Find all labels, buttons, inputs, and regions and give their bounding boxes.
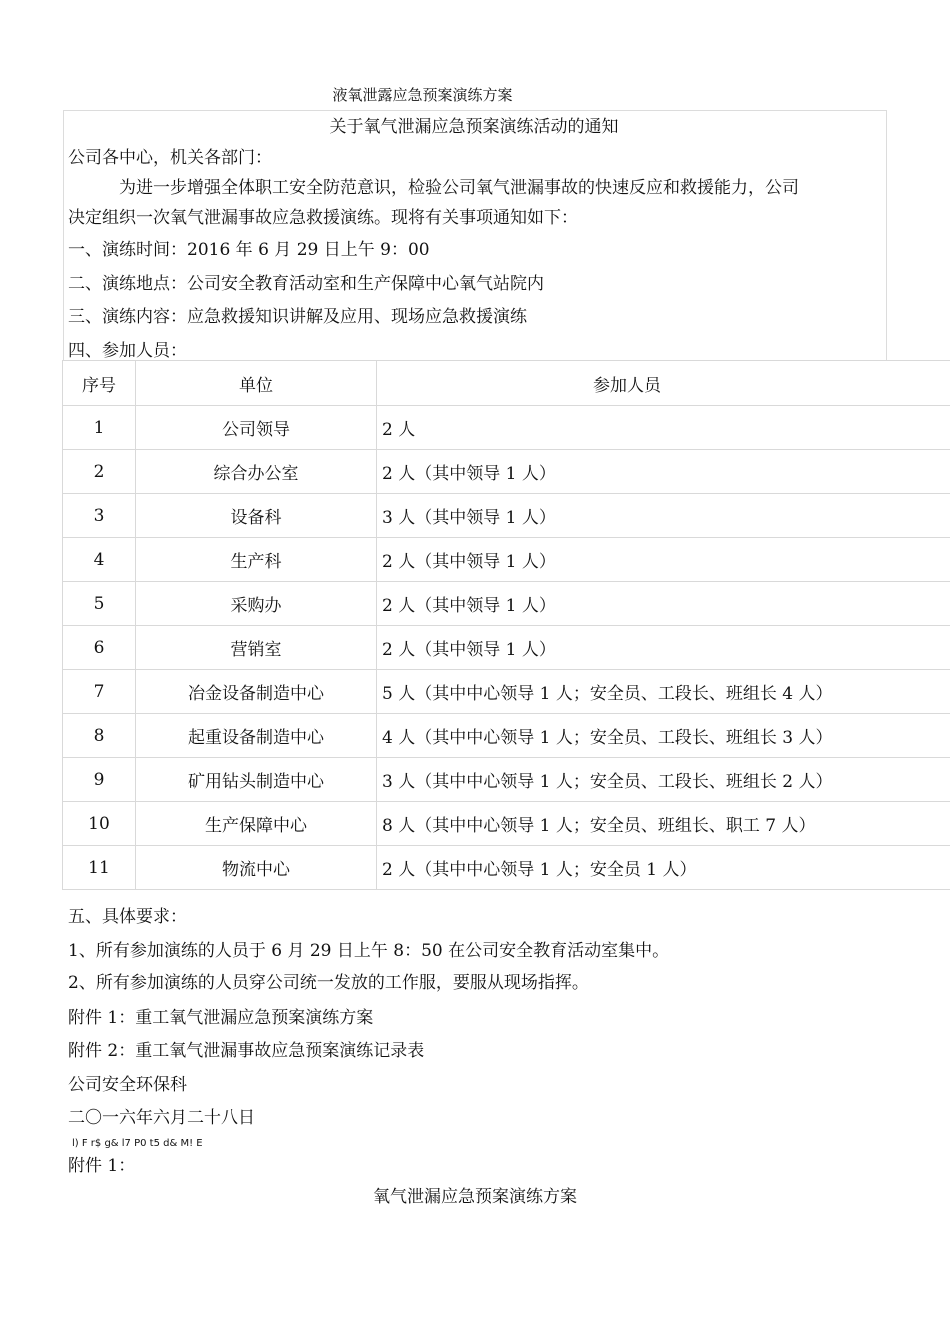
cell-serial: 7 bbox=[63, 670, 136, 714]
cell-unit: 冶金设备制造中心 bbox=[136, 670, 377, 714]
plan-title: 氧气泄漏应急预案演练方案 bbox=[373, 1187, 577, 1207]
attachment-label: 附件 1： bbox=[68, 1156, 136, 1176]
cell-serial: 10 bbox=[63, 802, 136, 846]
document-header-title: 液氧泄露应急预案演练方案 bbox=[332, 86, 513, 104]
requirement-item-2: 2、所有参加演练的人员穿公司统一发放的工作服，要服从现场指挥。 bbox=[68, 973, 589, 993]
cell-unit: 营销室 bbox=[136, 626, 377, 670]
cell-unit: 设备科 bbox=[136, 494, 377, 538]
cell-participants: 5 人（其中中心领导 1 人；安全员、工段长、班组长 4 人） bbox=[377, 670, 950, 714]
table-row bbox=[63, 626, 950, 670]
cell-unit: 矿用钻头制造中心 bbox=[136, 758, 377, 802]
drill-place: 二、演练地点：公司安全教育活动室和生产保障中心氧气站院内 bbox=[68, 274, 544, 294]
requirement-item-1: 1、所有参加演练的人员于 6 月 29 日上午 8：50 在公司安全教育活动室集中。 bbox=[68, 941, 670, 961]
table-row bbox=[63, 670, 950, 714]
cell-unit: 物流中心 bbox=[136, 846, 377, 890]
cell-unit: 起重设备制造中心 bbox=[136, 714, 377, 758]
intro-paragraph-line-1: 为进一步增强全体职工安全防范意识，检验公司氧气泄漏事故的快速反应和救援能力，公司 bbox=[119, 178, 799, 198]
cell-serial: 8 bbox=[63, 714, 136, 758]
participants-table bbox=[62, 360, 950, 890]
cell-unit: 生产保障中心 bbox=[136, 802, 377, 846]
cell-participants: 3 人（其中领导 1 人） bbox=[377, 494, 950, 538]
cell-serial: 9 bbox=[63, 758, 136, 802]
header-participants: 参加人员 bbox=[377, 361, 950, 406]
cell-serial: 5 bbox=[63, 582, 136, 626]
issue-date: 二〇一六年六月二十八日 bbox=[68, 1108, 255, 1128]
cell-serial: 1 bbox=[63, 406, 136, 450]
cell-serial: 6 bbox=[63, 626, 136, 670]
header-serial: 序号 bbox=[63, 361, 136, 406]
salutation: 公司各中心，机关各部门： bbox=[68, 148, 272, 168]
table-header-row bbox=[63, 361, 950, 406]
garbled-text: l) F r$ g& l7 P0 t5 d& M! E bbox=[72, 1138, 203, 1149]
cell-serial: 11 bbox=[63, 846, 136, 890]
participants-heading: 四、参加人员： bbox=[68, 341, 187, 361]
table-row bbox=[63, 450, 950, 494]
cell-participants: 2 人（其中领导 1 人） bbox=[377, 450, 950, 494]
issuer: 公司安全环保科 bbox=[68, 1075, 187, 1095]
table-row bbox=[63, 714, 950, 758]
table-row bbox=[63, 802, 950, 846]
cell-participants: 8 人（其中中心领导 1 人；安全员、班组长、职工 7 人） bbox=[377, 802, 950, 846]
table-row bbox=[63, 494, 950, 538]
drill-content: 三、演练内容：应急救援知识讲解及应用、现场应急救援演练 bbox=[68, 307, 527, 327]
header-unit: 单位 bbox=[136, 361, 377, 406]
drill-time: 一、演练时间：2016 年 6 月 29 日上午 9：00 bbox=[68, 240, 430, 260]
cell-participants: 3 人（其中中心领导 1 人；安全员、工段长、班组长 2 人） bbox=[377, 758, 950, 802]
notice-title: 关于氧气泄漏应急预案演练活动的通知 bbox=[329, 117, 619, 137]
cell-unit: 综合办公室 bbox=[136, 450, 377, 494]
table-row bbox=[63, 538, 950, 582]
cell-unit: 采购办 bbox=[136, 582, 377, 626]
cell-participants: 2 人 bbox=[377, 406, 950, 450]
intro-paragraph-line-2: 决定组织一次氧气泄漏事故应急救援演练。现将有关事项通知如下： bbox=[68, 208, 578, 228]
attachment-1: 附件 1：重工氧气泄漏应急预案演练方案 bbox=[68, 1008, 374, 1028]
cell-serial: 4 bbox=[63, 538, 136, 582]
table-row bbox=[63, 582, 950, 626]
table-row bbox=[63, 758, 950, 802]
cell-participants: 4 人（其中中心领导 1 人；安全员、工段长、班组长 3 人） bbox=[377, 714, 950, 758]
requirements-heading: 五、具体要求： bbox=[68, 907, 187, 927]
table-row bbox=[63, 846, 950, 890]
cell-unit: 公司领导 bbox=[136, 406, 377, 450]
cell-participants: 2 人（其中领导 1 人） bbox=[377, 538, 950, 582]
cell-serial: 2 bbox=[63, 450, 136, 494]
table-row bbox=[63, 406, 950, 450]
attachment-2: 附件 2：重工氧气泄漏事故应急预案演练记录表 bbox=[68, 1041, 425, 1061]
cell-participants: 2 人（其中中心领导 1 人；安全员 1 人） bbox=[377, 846, 950, 890]
cell-serial: 3 bbox=[63, 494, 136, 538]
cell-participants: 2 人（其中领导 1 人） bbox=[377, 626, 950, 670]
cell-participants: 2 人（其中领导 1 人） bbox=[377, 582, 950, 626]
cell-unit: 生产科 bbox=[136, 538, 377, 582]
